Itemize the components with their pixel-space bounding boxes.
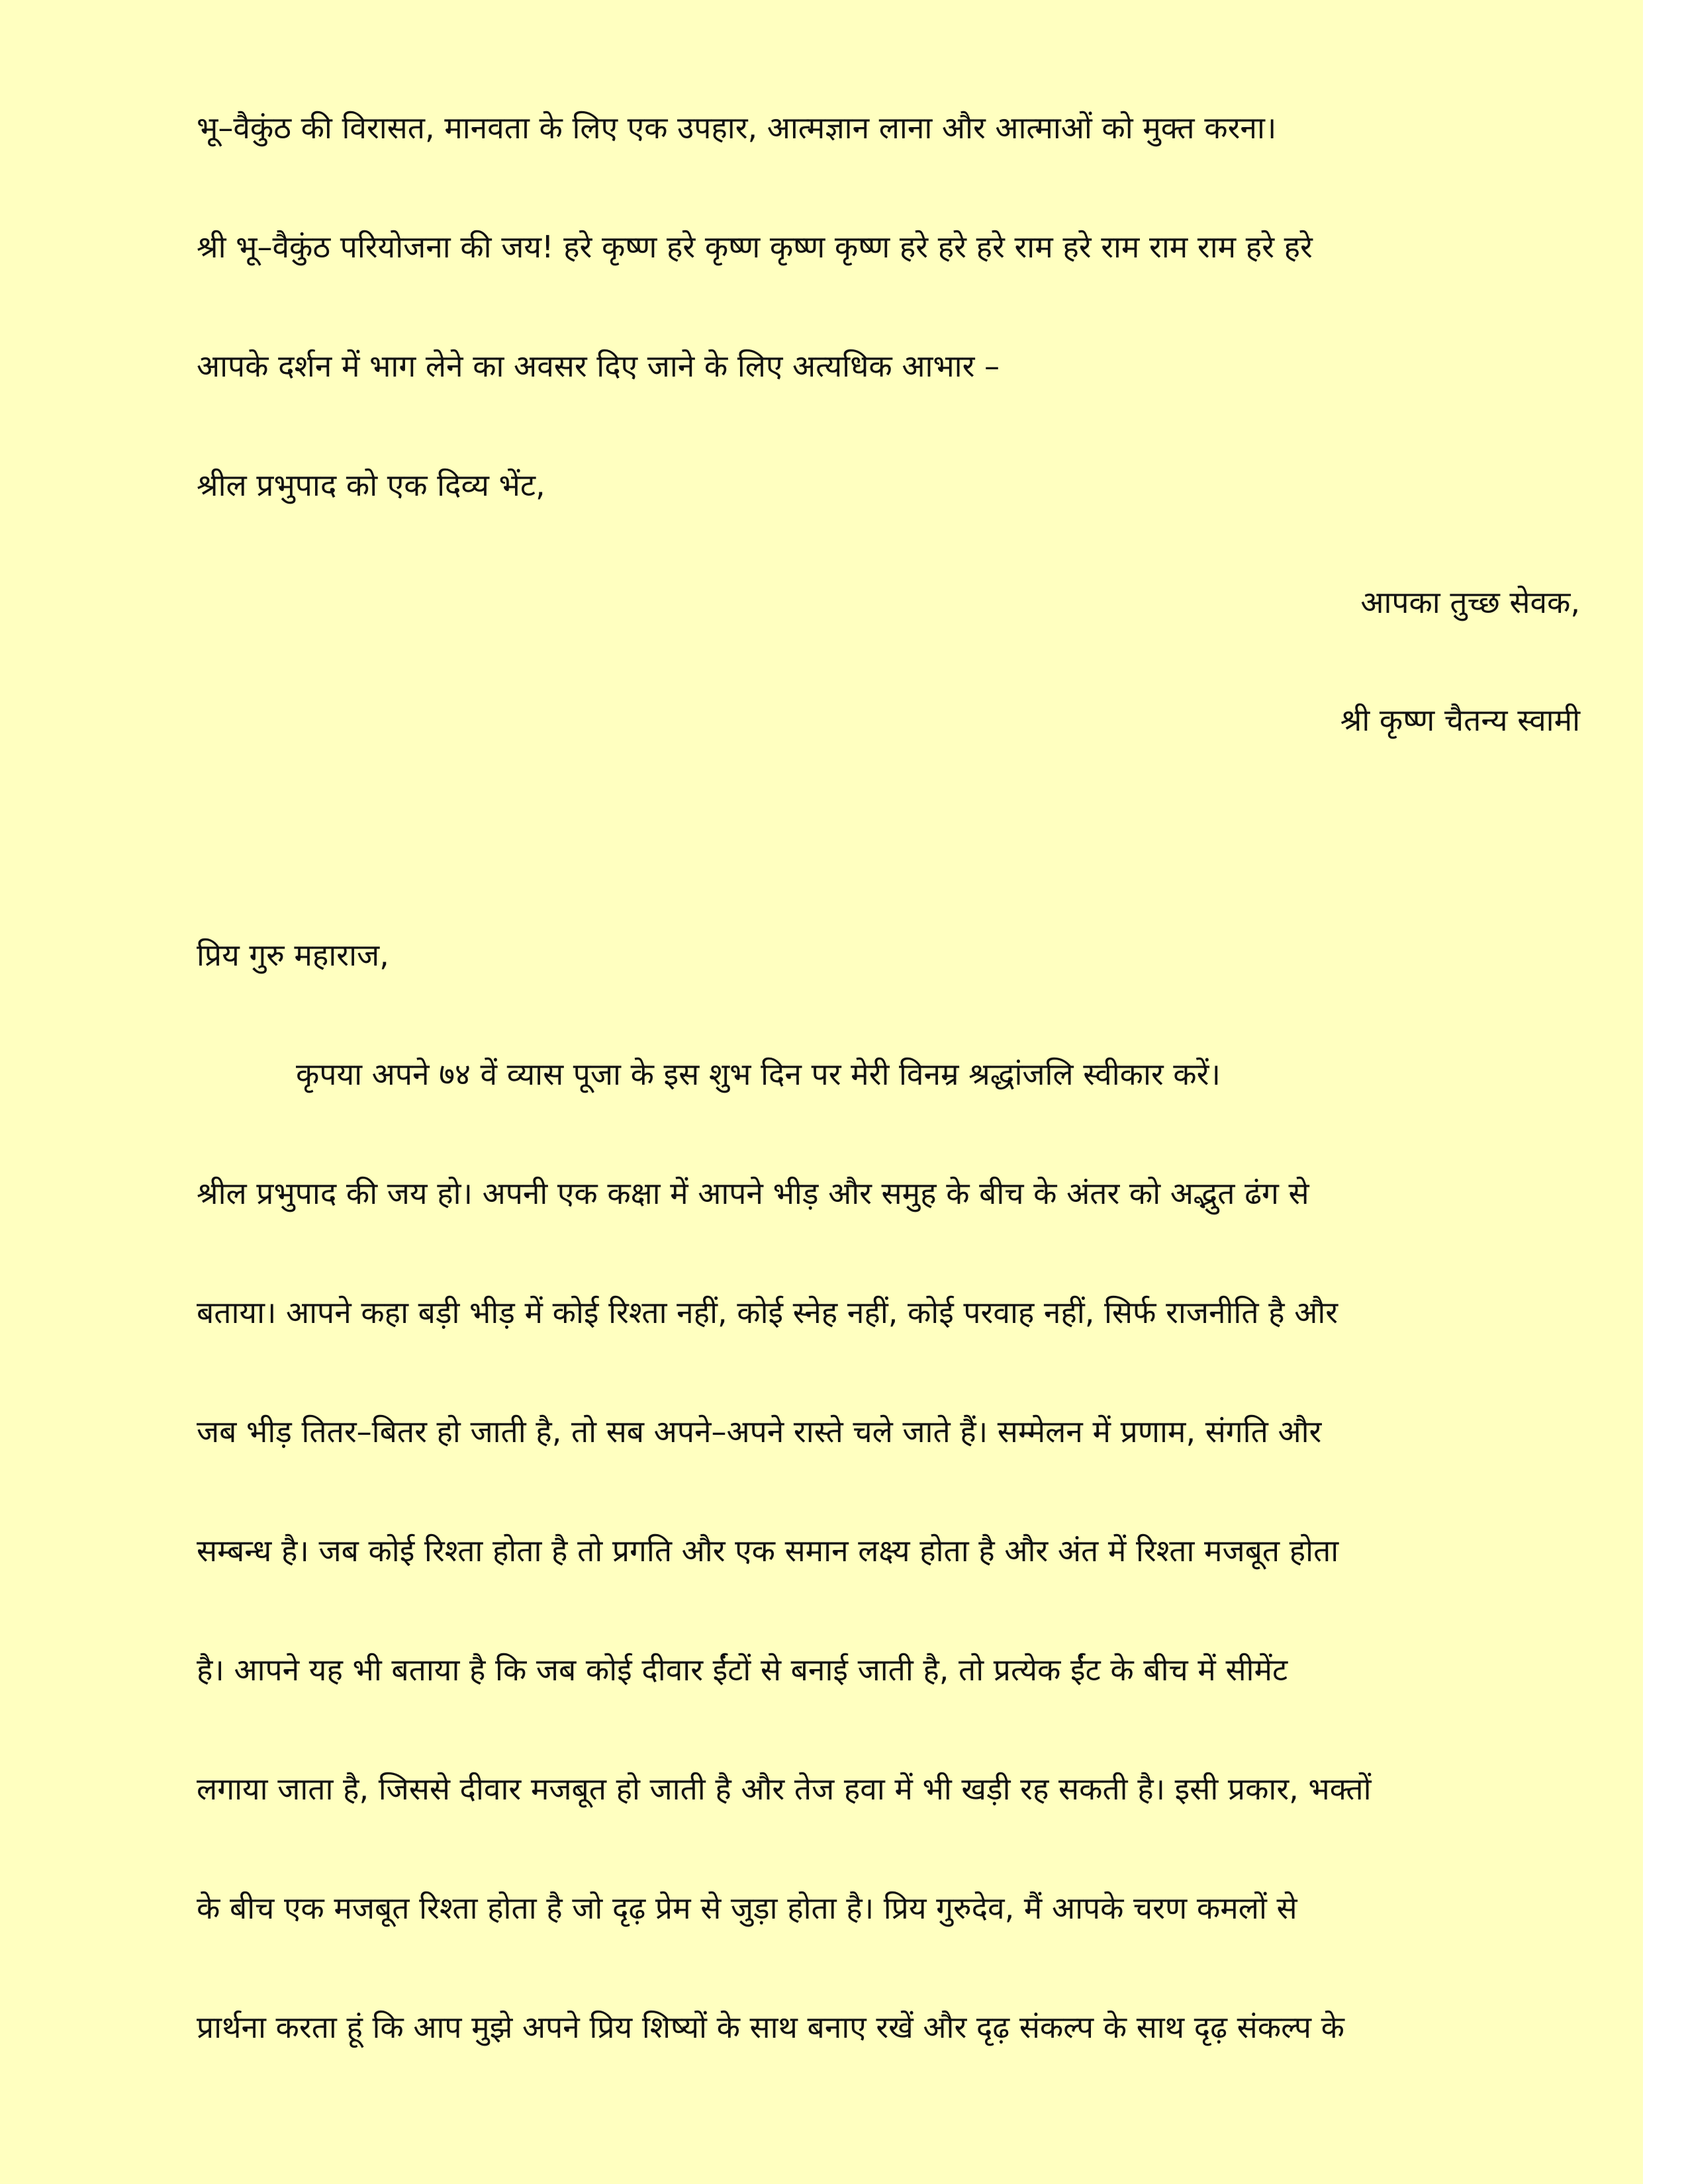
letter-one-line-2: श्री भू–वैकुंठ परियोजना की जय! हरे कृष्ण हरे कृष्ण कृष्ण कृष्ण हरे हरे हरे राम हरे राम राम राम हरे हरे <box>197 229 1313 265</box>
letter-two-body-line-8: प्रार्थना करता हूं कि आप मुझे अपने प्रिय शिष्यों के साथ बनाए रखें और दृढ़ संकल्प के साथ दृढ़ संकल्प के <box>197 2009 1344 2045</box>
letter-one-line-1: भू–वैकुंठ की विरासत, मानवता के लिए एक उपहार, आत्मज्ञान लाना और आत्माओं को मुक्त करना। <box>197 110 1277 146</box>
letter-one-signature: श्री कृष्ण चैतन्य स्वामी <box>1340 702 1580 738</box>
letter-two-body-line-7: के बीच एक मजबूत रिश्ता होता है जो दृढ़ प्रेम से जुड़ा होता है। प्रिय गुरुदेव, मैं आपके चरण कमलों से <box>197 1890 1297 1926</box>
letter-two-body-line-6: लगाया जाता है, जिससे दीवार मजबूत हो जाती है और तेज हवा में भी खड़ी रह सकती है। इसी प्रकार, भक्तों <box>197 1771 1372 1807</box>
letter-two-body-line-1: श्रील प्रभुपाद की जय हो। अपनी एक कक्षा में आपने भीड़ और समुह के बीच के अंतर को अद्भुत ढंग से <box>197 1175 1309 1211</box>
letter-one-closing: आपका तुच्छ सेवक, <box>1360 584 1580 620</box>
letter-two-body-line-5: है। आपने यह भी बताया है कि जब कोई दीवार ईंटों से बनाई जाती है, तो प्रत्येक ईंट के बीच में सीमेंट <box>197 1652 1288 1688</box>
letter-two-opening-line: कृपया अपने ७४ वें व्यास पूजा के इस शुभ दिन पर मेरी विनम्र श्रद्धांजलि स्वीकार करें। <box>296 1056 1221 1092</box>
letter-two-body-line-3: जब भीड़ तितर–बितर हो जाती है, तो सब अपने–अपने रास्ते चले जाते हैं। सम्मेलन में प्रणाम, संगति और <box>197 1414 1322 1449</box>
letter-two-body-line-2: बताया। आपने कहा बड़ी भीड़ में कोई रिश्ता नहीं, कोई स्नेह नहीं, कोई परवाह नहीं, सिर्फ राजनीति है और <box>197 1295 1338 1330</box>
letter-one-line-4: श्रील प्रभुपाद को एक दिव्य भेंट, <box>197 467 545 503</box>
letter-two-salutation: प्रिय गुरु महाराज, <box>197 937 389 973</box>
letter-two-body-line-4: सम्बन्ध है। जब कोई रिश्ता होता है तो प्रगति और एक समान लक्ष्य होता है और अंत में रिश्ता मजबूत होता <box>197 1533 1339 1569</box>
letter-one-line-3: आपके दर्शन में भाग लेने का अवसर दिए जाने के लिए अत्यधिक आभार – <box>197 348 1000 384</box>
